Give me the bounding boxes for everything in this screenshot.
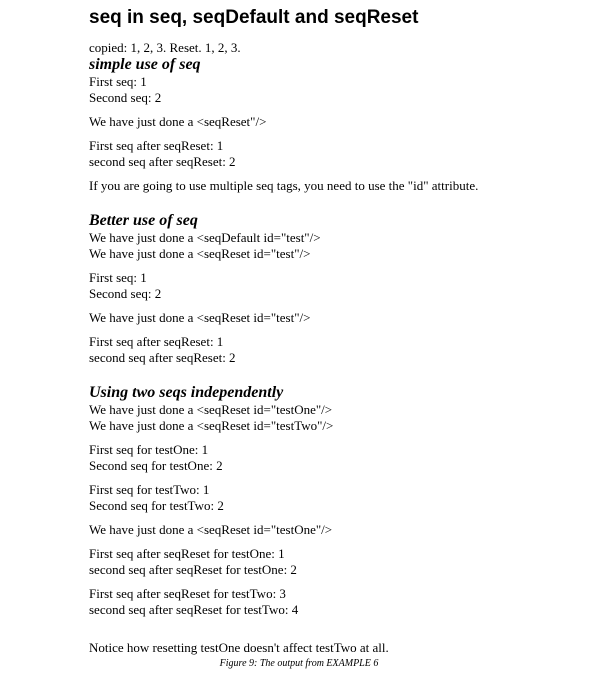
paragraph <box>89 482 599 514</box>
text-line: Second seq for testTwo: 2 <box>89 498 224 513</box>
paragraph <box>89 230 599 262</box>
text-line: First seq: 1 <box>89 270 147 285</box>
text-line: First seq after seqReset: 1 <box>89 334 224 349</box>
text-line: We have just done a <seqReset"/> <box>89 114 267 129</box>
notice-text <box>89 640 599 656</box>
section-1 <box>89 56 599 194</box>
text-line: second seq after seqReset: 2 <box>89 154 236 169</box>
paragraph <box>89 586 599 618</box>
paragraph <box>89 522 599 538</box>
section-heading: Using two seqs independently <box>89 384 284 401</box>
text-line: First seq for testOne: 1 <box>89 442 209 457</box>
text-line: First seq after seqReset: 1 <box>89 138 224 153</box>
paragraph <box>89 114 599 130</box>
paragraph <box>89 334 599 366</box>
text-line: Second seq: 2 <box>89 286 162 301</box>
intro-line: copied: 1, 2, 3. Reset. 1, 2, 3. <box>89 40 241 55</box>
sections-container <box>89 56 599 618</box>
text-line: second seq after seqReset: 2 <box>89 350 236 365</box>
paragraph <box>89 546 599 578</box>
text-line: If you are going to use multiple seq tags, you need to use the "id" attribute. <box>89 178 479 193</box>
text-line: We have just done a <seqReset id="test"/> <box>89 246 311 261</box>
text-line: First seq after seqReset for testTwo: 3 <box>89 586 286 601</box>
paragraph <box>89 310 599 326</box>
notice-line: Notice how resetting testOne doesn't affect testTwo at all. <box>89 640 389 655</box>
paragraph <box>89 138 599 170</box>
section-heading: Better use of seq <box>89 212 198 229</box>
document-page <box>89 6 599 670</box>
paragraph <box>89 74 599 106</box>
text-line: Second seq: 2 <box>89 90 162 105</box>
text-line: First seq after seqReset for testOne: 1 <box>89 546 285 561</box>
intro-text <box>89 40 599 56</box>
paragraph <box>89 270 599 302</box>
text-line: We have just done a <seqReset id="testOne"/> <box>89 402 333 417</box>
text-line: We have just done a <seqReset id="test"/> <box>89 310 311 325</box>
text-line: First seq for testTwo: 1 <box>89 482 210 497</box>
text-line: We have just done a <seqDefault id="test"/> <box>89 230 321 245</box>
paragraph <box>89 402 599 434</box>
text-line: First seq: 1 <box>89 74 147 89</box>
text-line: We have just done a <seqReset id="testTwo"/> <box>89 418 334 433</box>
paragraph <box>89 442 599 474</box>
text-line: second seq after seqReset for testTwo: 4 <box>89 602 299 617</box>
text-line: We have just done a <seqReset id="testOne"/> <box>89 522 333 537</box>
text-line: Second seq for testOne: 2 <box>89 458 223 473</box>
section-2 <box>89 212 599 366</box>
text-line: second seq after seqReset for testOne: 2 <box>89 562 297 577</box>
paragraph <box>89 178 599 194</box>
figure-caption: Figure 9: The output from EXAMPLE 6 <box>219 658 379 669</box>
page-title: seq in seq, seqDefault and seqReset <box>89 7 419 28</box>
section-3 <box>89 384 599 618</box>
section-heading: simple use of seq <box>89 56 201 73</box>
